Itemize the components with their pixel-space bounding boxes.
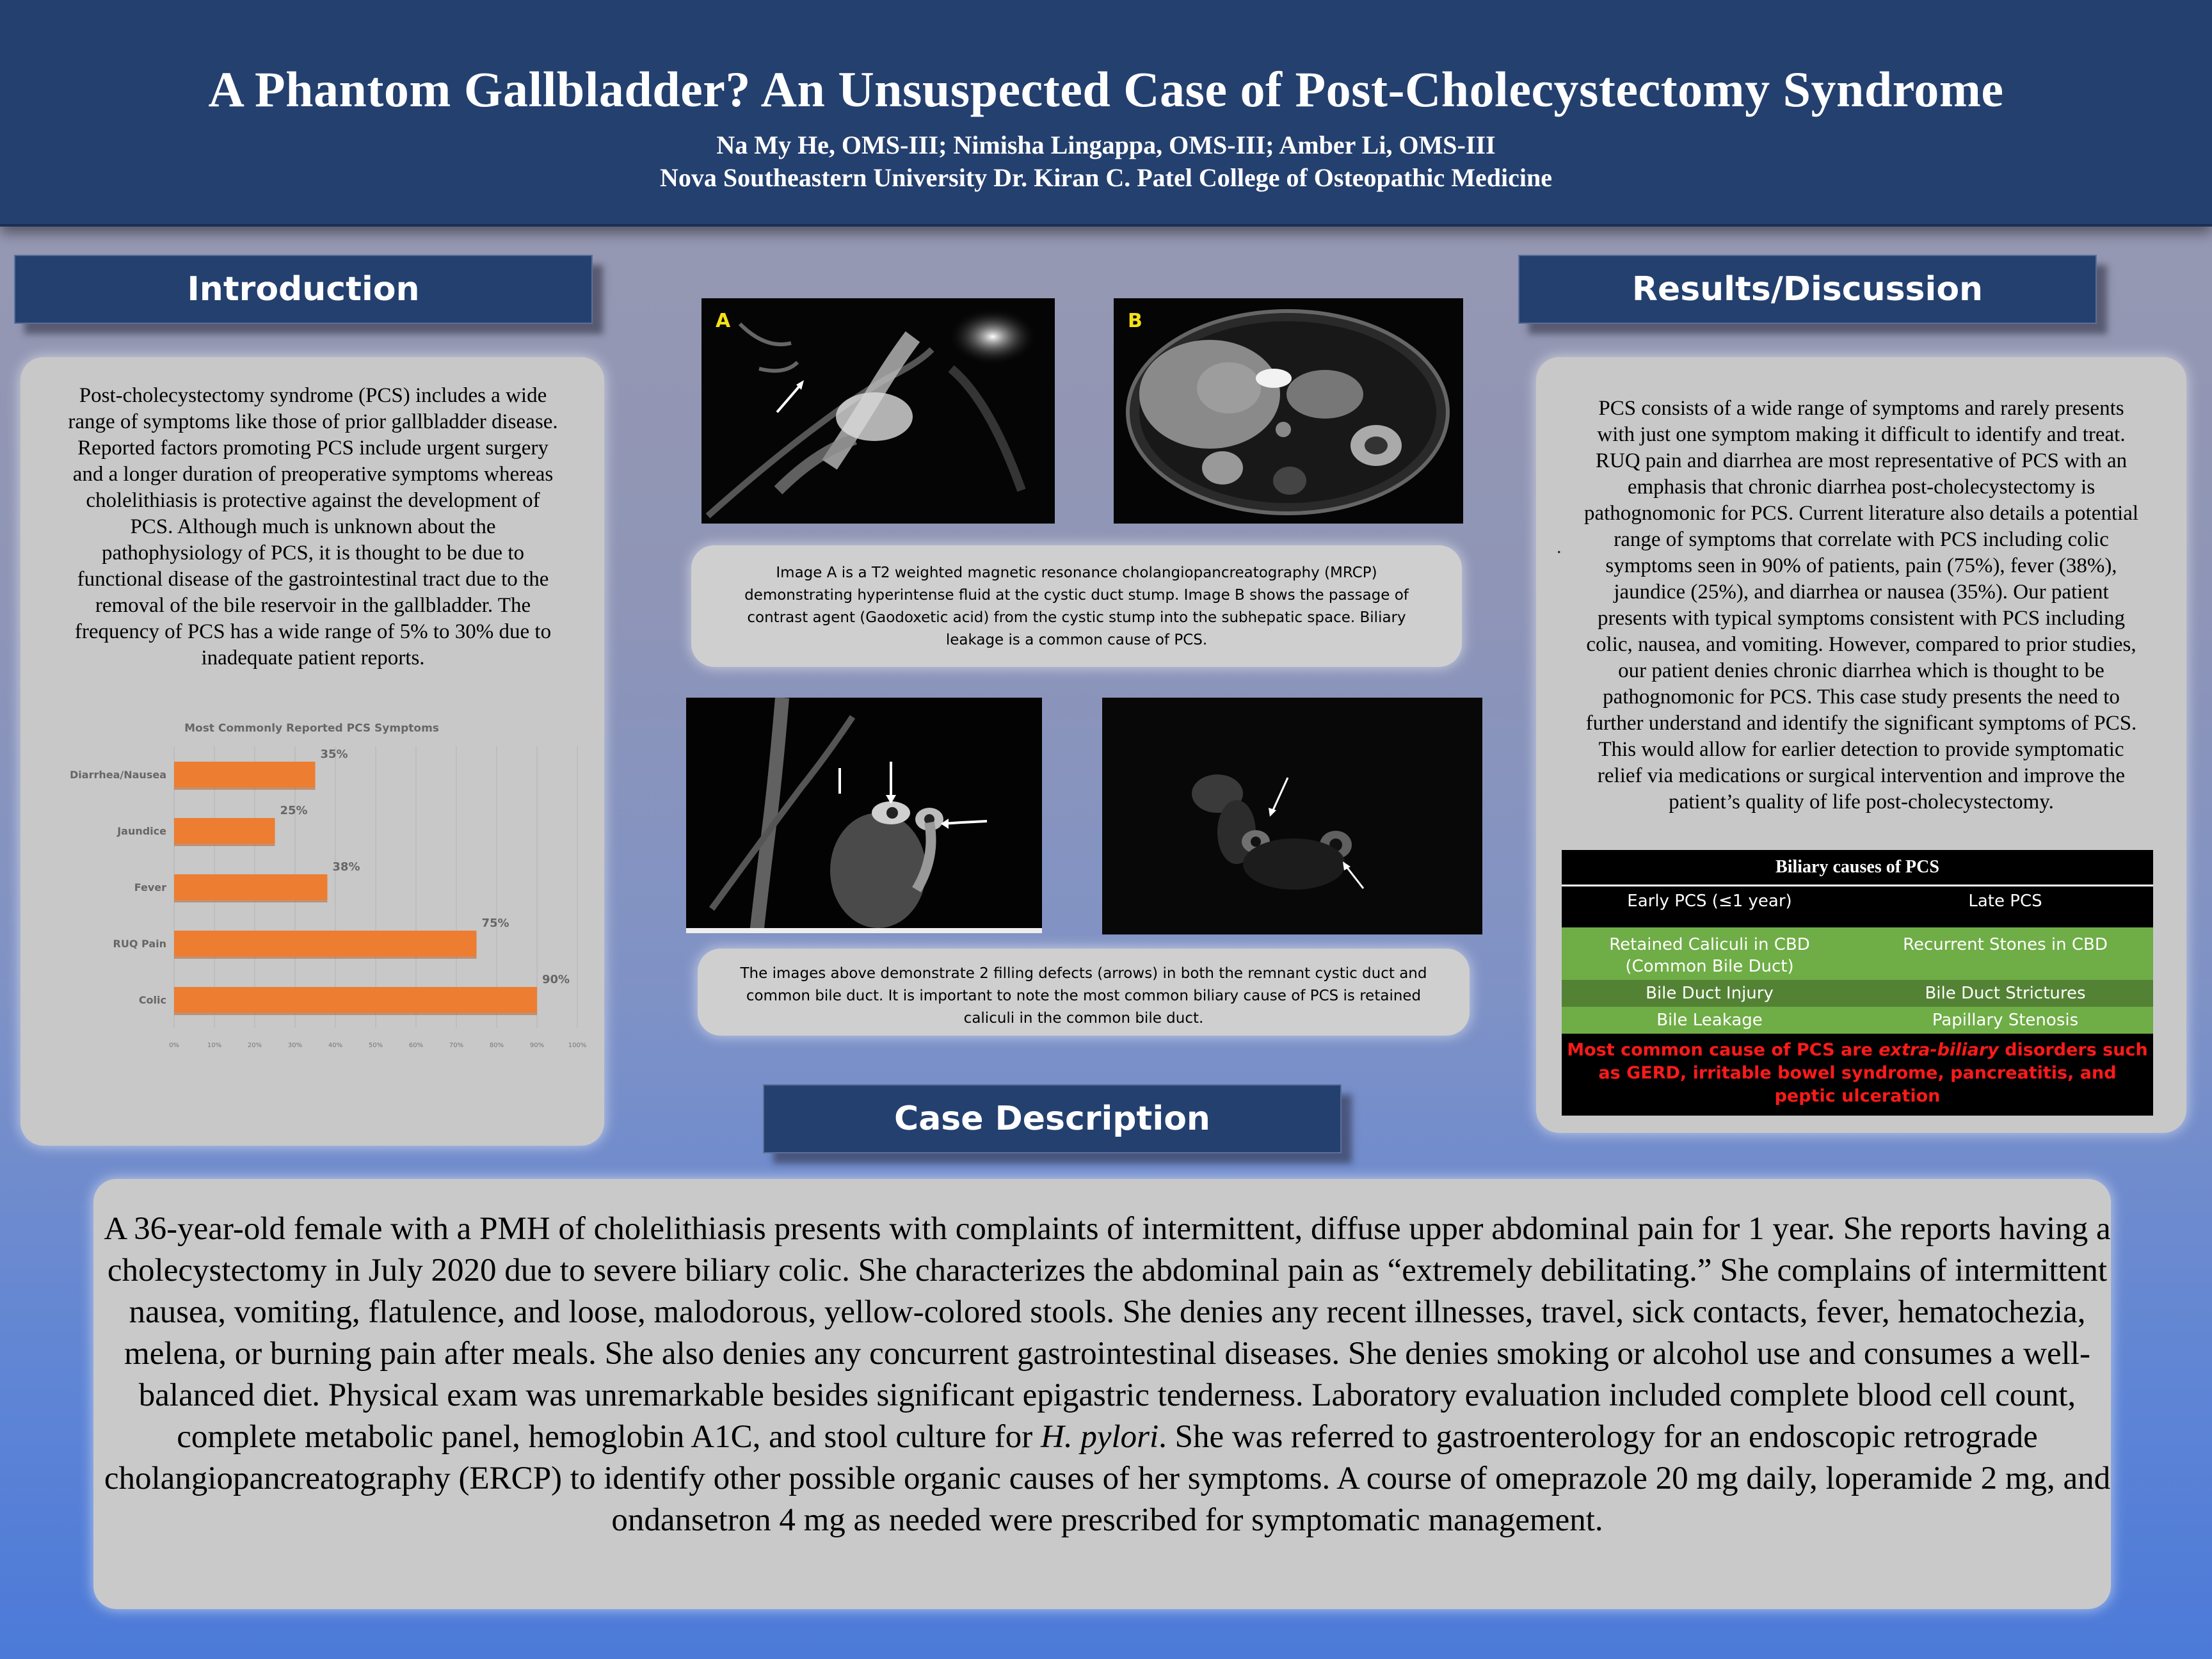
biliary-causes-table <box>1562 850 2153 1116</box>
chart-data-label: 90% <box>542 973 570 986</box>
table-header-row <box>1562 886 2153 927</box>
chart-data-label: 25% <box>280 804 308 817</box>
chart-x-tick-label: 10% <box>207 1042 222 1049</box>
chart-x-tick-label: 50% <box>368 1042 383 1049</box>
results-text: PCS consists of a wide range of symptoms and rarely presents with just one symptom making it difficult to identify and treat. RUQ pain and diarrhea are most representative of PCS with an emphasis that chronic diarrhea post-cholecystectomy is pathognomonic for PCS. Current literature also details a potential range of symptoms that correlate with PCS including colic symptoms seen in 90% of patients, pain (75%), fever (38%), jaundice (25%), and diarrhea or nausea (35%). Our patient presents with typical symptoms consistent with PCS including colic, nausea, and vomiting. However, compared to prior studies, our patient denies chronic diarrhea which is thought to be pathognomonic for PCS. This case study presents the need to further understand and identify the significant symptoms of PCS. This would allow for earlier detection to provide symptomatic relief via medications or surgical intervention and improve the patient’s quality of life post-cholecystectomy. <box>1583 397 2139 813</box>
chart-title: Most Commonly Reported PCS Symptoms <box>184 722 439 735</box>
image-caption-bottom: The images above demonstrate 2 filling defects (arrows) in both the remnant cystic duct and common bile duct. It is important to note the most common biliary cause of PCS is retained caliculi in the common bile duct. <box>698 949 1470 1036</box>
table-cell: Retained Caliculi in CBD (Common Bile Duct) <box>1609 935 1810 976</box>
chart-x-tick-label: 0% <box>169 1042 179 1049</box>
table-cell: Bile Duct Strictures <box>1925 984 2086 1003</box>
chart-data-label: 75% <box>481 917 509 930</box>
introduction-panel <box>20 357 604 1146</box>
case-text-italic: H. pylori <box>1040 1419 1159 1455</box>
table-cell: Papillary Stenosis <box>1932 1011 2079 1030</box>
chart-x-tick-label: 60% <box>408 1042 424 1049</box>
chart-data-label: 35% <box>320 748 348 761</box>
table-cell: Recurrent Stones in CBD <box>1903 935 2108 954</box>
filling-defect-image-2 <box>1102 698 1482 934</box>
introduction-heading: Introduction <box>14 255 593 324</box>
chart-x-tick-label: 20% <box>247 1042 262 1049</box>
chart-bar <box>174 818 275 844</box>
chart-category-label: RUQ Pain <box>113 938 166 950</box>
filling-defect-image-1-graphic <box>686 698 1042 933</box>
stray-mark: . <box>1557 536 1562 557</box>
case-text-part-2: . She was referred to gastroenterology for an endoscopic retrograde cholangiopancreatography (ERCP) to identify other possible organic causes of her symptoms. A course of omeprazole 20 mg daily, loperamide 2 mg, and ondansetron 4 mg as needed were prescribed for symptomatic management. <box>104 1419 2111 1538</box>
chart-x-tick-label: 40% <box>328 1042 343 1049</box>
chart-x-tick-label: 30% <box>287 1042 303 1049</box>
chart-x-tick-label: 80% <box>489 1042 504 1049</box>
chart-bar <box>174 931 477 956</box>
filling-defect-image-2-graphic <box>1102 698 1482 934</box>
chart-category-label: Fever <box>134 881 166 894</box>
image-caption-top: Image A is a T2 weighted magnetic resonance cholangiopancreatography (MRCP) demonstrating hyperintense fluid at the cystic duct stump. Image B shows the passage of contrast agent (Gaodoxetic acid) from the cystic stump into the subhepatic space. Biliary leakage is a common cause of PCS. <box>691 545 1462 667</box>
results-heading: Results/Discussion <box>1518 255 2097 324</box>
table-note-part-1: Most common cause of PCS are <box>1567 1040 1879 1060</box>
table-row <box>1562 927 2153 980</box>
introduction-text: Post-cholecystectomy syndrome (PCS) includes a wide range of symptoms like those of prior gallbladder disease. Reported factors promoting PCS include urgent surgery and a longer duration of preoperative symptoms whereas cholelithiasis is protective against the development of PCS. Although much is unknown about the pathophysiology of PCS, it is thought to be due to functional disease of the gastrointestinal tract due to the removal of the bile reservoir in the gallbladder. The frequency of PCS has a wide range of 5% to 30% due to inadequate patient reports. <box>68 384 558 669</box>
table-note-part-2: disorders such as GERD, irritable bowel syndrome, pancreatitis, and peptic ulceration <box>1598 1040 2148 1106</box>
chart-bar <box>174 762 316 787</box>
table-header-early: Early PCS (≤1 year) <box>1627 892 1792 911</box>
case-description-heading: Case Description <box>763 1084 1342 1153</box>
mrcp-image-a <box>701 298 1055 524</box>
mri-image-b-graphic <box>1114 298 1463 524</box>
table-note-italic: extra-biliary <box>1879 1040 1999 1060</box>
poster-header <box>0 0 2212 227</box>
chart-bar <box>174 874 327 900</box>
chart-x-tick-label: 70% <box>449 1042 464 1049</box>
case-text-part-1: A 36-year-old female with a PMH of cholelithiasis presents with complaints of intermittent, diffuse upper abdominal pain for 1 year. She reports having a cholecystectomy in July 2020 due to severe biliary colic. She characterizes the abdominal pain as “extremely debilitating.” She complains of intermittent nausea, vomiting, flatulence, and loose, malodorous, yellow-colored stools. She denies any recent illnesses, travel, sick contacts, fever, hematochezia, melena, or burning pain after meals. She also denies any concurrent gastrointestinal diseases. She denies smoking or alcohol use and consumes a well-balanced diet. Physical exam was unremarkable besides significant epigastric tenderness. Laboratory evaluation included complete blood cell count, complete metabolic panel, hemoglobin A1C, and stool culture for <box>104 1211 2111 1455</box>
filling-defect-image-1 <box>686 698 1042 933</box>
mrcp-image-a-graphic <box>701 298 1055 524</box>
chart-bar <box>174 987 537 1013</box>
case-description-text <box>96 1208 2119 1541</box>
chart-category-label: Diarrhea/Nausea <box>70 769 166 781</box>
table-cell: Bile Leakage <box>1656 1011 1763 1030</box>
poster-authors: Na My He, OMS-III; Nimisha Lingappa, OMS-III; Amber Li, OMS-III <box>716 131 1496 159</box>
table-cell: Bile Duct Injury <box>1646 984 1774 1003</box>
chart-x-tick-label: 100% <box>568 1042 587 1049</box>
chart-data-label: 38% <box>332 860 360 874</box>
image-a-label: A <box>716 310 731 332</box>
table-note <box>1562 1034 2153 1116</box>
poster-institution: Nova Southeastern University Dr. Kiran C. Patel College of Osteopathic Medicine <box>660 163 1552 192</box>
table-title: Biliary causes of PCS <box>1562 850 2153 886</box>
chart-category-label: Colic <box>138 994 166 1006</box>
chart-category-label: Jaundice <box>117 825 166 837</box>
symptom-chart <box>40 722 587 1061</box>
table-row <box>1562 1007 2153 1034</box>
chart-x-tick-label: 90% <box>529 1042 545 1049</box>
poster-title: A Phantom Gallbladder? An Unsuspected Case of Post-Cholecystectomy Syndrome <box>208 61 2004 117</box>
table-header-late: Late PCS <box>1968 892 2042 911</box>
image-b-label: B <box>1128 310 1142 332</box>
chart-plot <box>40 722 587 1061</box>
mri-image-b <box>1114 298 1463 524</box>
table-row <box>1562 980 2153 1007</box>
